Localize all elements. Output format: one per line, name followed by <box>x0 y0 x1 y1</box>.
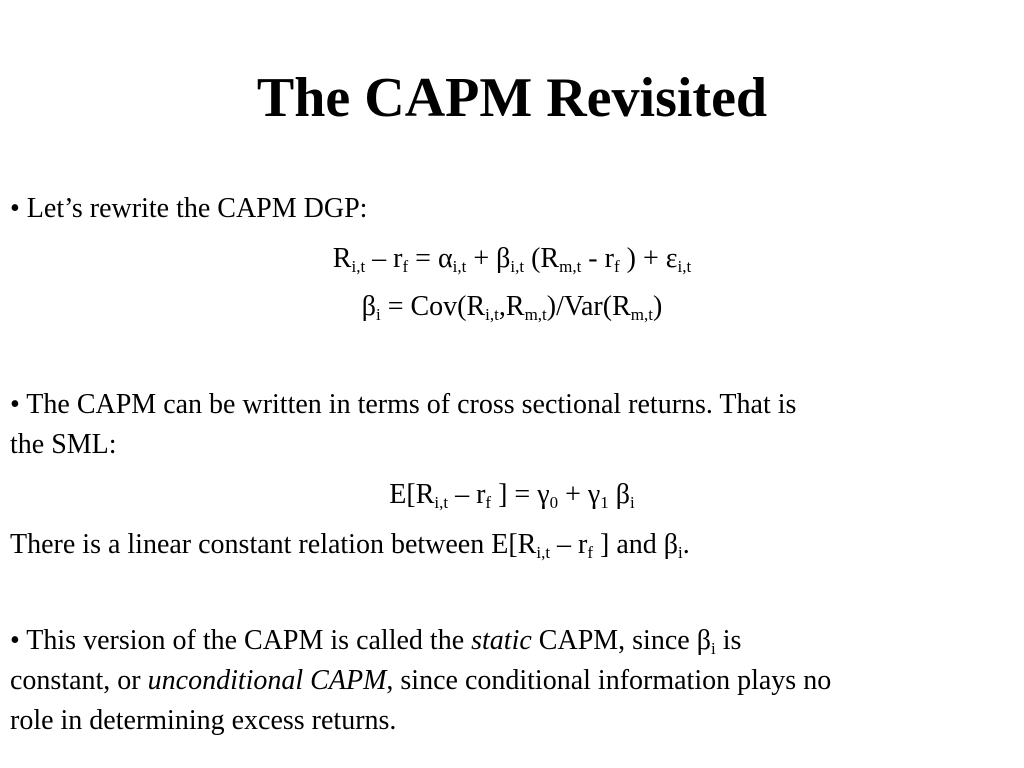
bullet-static-capm-line2: constant, or unconditional CAPM, since conditional information plays no <box>10 665 832 696</box>
bullet-capm-dgp: • Let’s rewrite the CAPM DGP: <box>10 193 368 224</box>
bullet-static-capm-line1: • This version of the CAPM is called the static CAPM, since $\beta_i$ is <box>10 625 742 658</box>
slide-title: The CAPM Revisited <box>256 67 768 129</box>
bullet-sml-line1: • The CAPM can be written in terms of cross sectional returns. That is <box>10 389 797 420</box>
bullet-sml-line2: the SML: <box>10 429 117 460</box>
linear-relation-text: There is a linear constant relation between $E[R_{i,t} - r_f$ ] and $\beta_i$. <box>10 529 690 562</box>
equation-beta-definition: $\beta_i = Cov(R_{i,t},R_{m,t})/Var(R_{m,t})$ <box>361 291 663 324</box>
bullet-static-capm-line3: role in determining excess returns. <box>10 705 397 736</box>
equation-sml: $E[R_{i,t} - r_f$ ] = $\gamma_0 + \gamma_1$ $\beta_i$ <box>389 479 635 512</box>
equation-capm-dgp: $R_{i,t} - r_f = \alpha_{i,t} + \beta_{i,t}$ ($R_{m,t} - r_f$ ) + $\varepsilon_{i,t}$ <box>332 243 692 276</box>
